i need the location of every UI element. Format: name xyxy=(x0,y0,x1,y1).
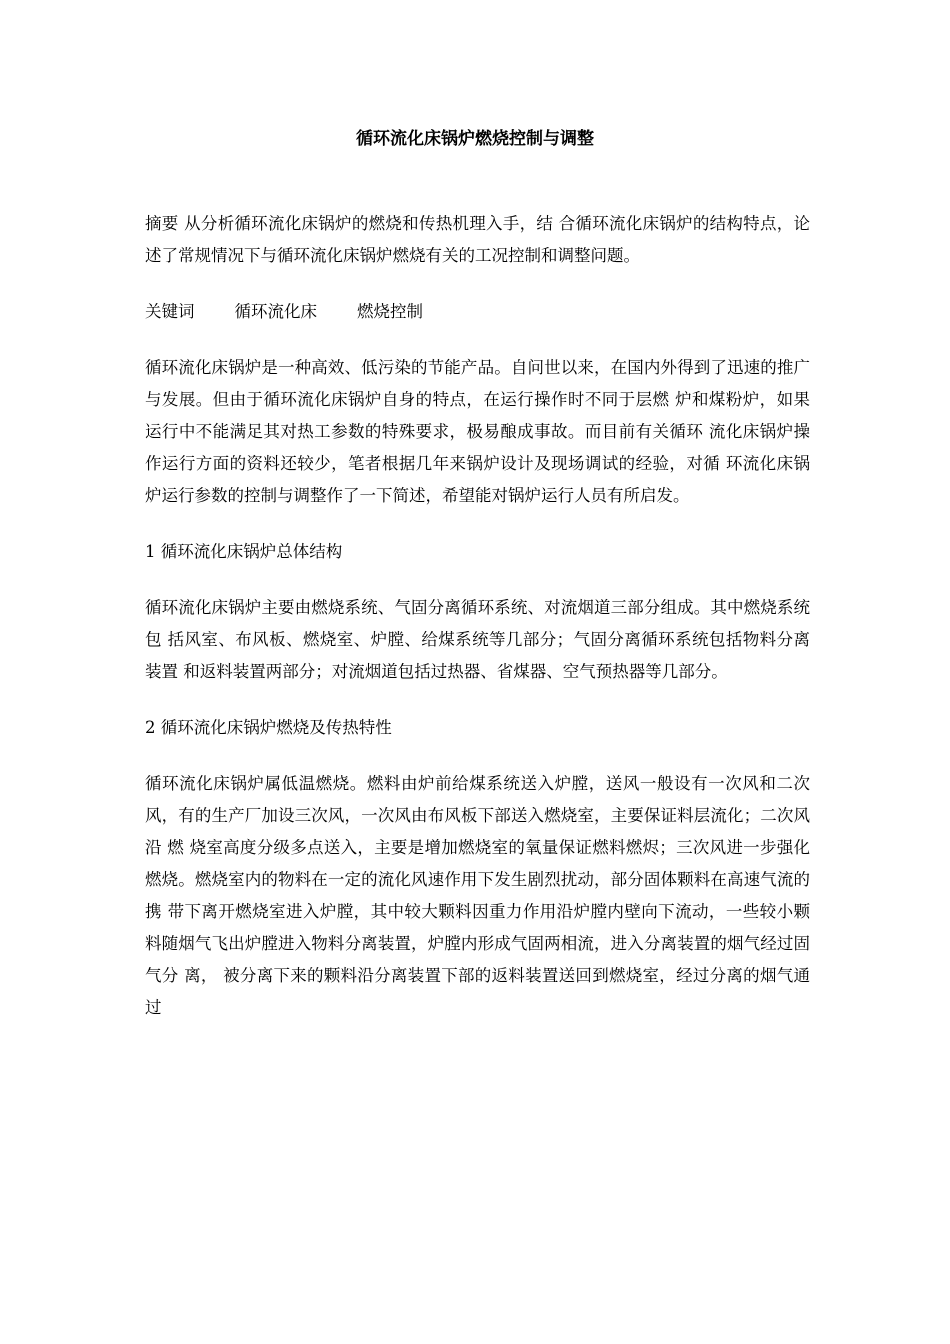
section-heading: 2 循环流化床锅炉燃烧及传热特性 xyxy=(145,718,392,737)
keywords-label: 关键词 xyxy=(145,302,195,321)
body-paragraph: 循环流化床锅炉是一种高效、低污染的节能产品。自问世以来，在国内外得到了迅速的推广与发展。但由于循环流化床锅炉自身的特点，在运行操作时不同于层燃 炉和煤粉炉，如果运行中不能满足其对热工参数的特殊要求，极易酿成事故。而目前有关循环 流化床锅炉操作运行方面的资料还较少，笔者根据几年来锅炉设计及现场调试的经验，对循 环流化床锅炉运行参数的控制与调整作了一下简述，希望能对锅炉运行人员有所启发。 xyxy=(145,358,810,505)
keyword-item: 循环流化床 xyxy=(234,302,317,321)
document-body xyxy=(145,208,810,1048)
body-paragraph: 循环流化床锅炉主要由燃烧系统、气固分离循环系统、对流烟道三部分组成。其中燃烧系统包 括风室、布风板、燃烧室、炉膛、给煤系统等几部分；气固分离循环系统包括物料分离装置 和返料装置两部分；对流烟道包括过热器、省煤器、空气预热器等几部分。 xyxy=(145,598,810,681)
keyword-item: 燃烧控制 xyxy=(357,302,423,321)
abstract-paragraph: 摘要 从分析循环流化床锅炉的燃烧和传热机理入手，结 合循环流化床锅炉的结构特点，论述了常规情况下与循环流化床锅炉燃烧有关的工况控制和调整问题。 xyxy=(145,214,810,265)
document-title: 循环流化床锅炉燃烧控制与调整 xyxy=(356,129,594,149)
keywords-line xyxy=(145,296,810,328)
section-heading: 1 循环流化床锅炉总体结构 xyxy=(145,542,343,561)
body-paragraph: 循环流化床锅炉属低温燃烧。燃料由炉前给煤系统送入炉膛，送风一般设有一次风和二次风，有的生产厂加设三次风，一次风由布风板下部送入燃烧室，主要保证料层流化；二次风沿 燃 烧室高度分级多点送入，主要是增加燃烧室的氧量保证燃料燃烬；三次风进一步强化燃烧。燃烧室内的物料在一定的流化风速作用下发生剧烈扰动，部分固体颗料在高速气流的携 带下离开燃烧室进入炉膛，其中较大颗料因重力作用沿炉膛内壁向下流动，一些较小颗料随烟气飞出炉膛进入物料分离装置，炉膛内形成气固两相流，进入分离装置的烟气经过固气分 离， 被分离下来的颗料沿分离装置下部的返料装置送回到燃烧室，经过分离的烟气通过 xyxy=(145,774,810,1017)
